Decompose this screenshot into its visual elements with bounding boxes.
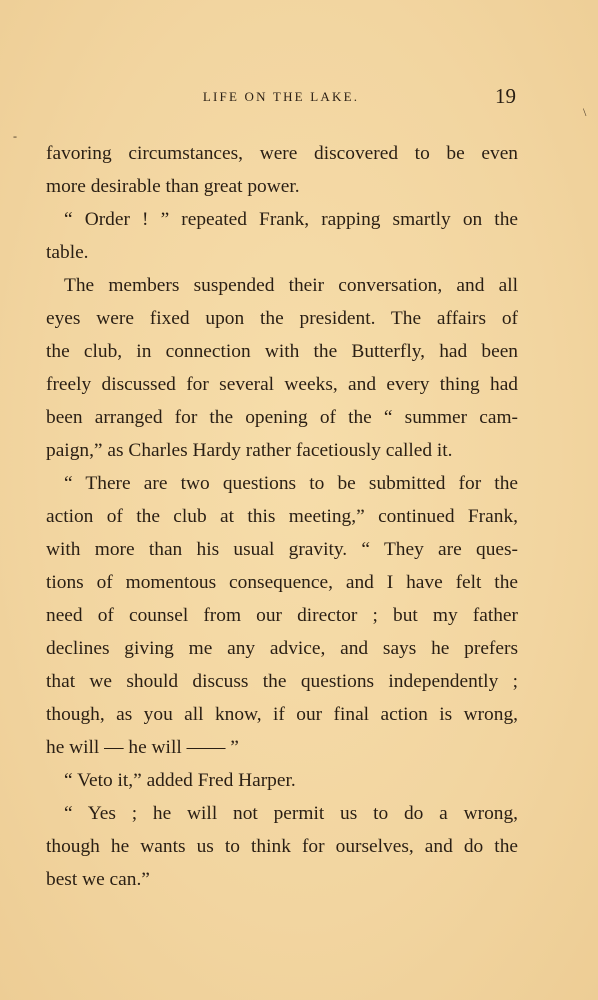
text-line: more desirable than great power. <box>46 176 300 197</box>
text-line: “ Yes ; he will not permit us to do a wrong, <box>64 803 518 824</box>
text-line: with more than his usual gravity. “ They are ques- <box>46 539 518 560</box>
text-line: declines giving me any advice, and says he prefers <box>46 638 518 659</box>
text-line: action of the club at this meeting,” continued Frank, <box>46 506 518 527</box>
text-line: “ There are two questions to be submitted for the <box>64 473 518 494</box>
text-line: freely discussed for several weeks, and every thing had <box>46 374 518 395</box>
margin-tick-mark: \ <box>583 105 587 119</box>
text-line: that we should discuss the questions independently ; <box>46 671 518 692</box>
text-line: he will — he will —— ” <box>46 737 239 758</box>
margin-dash-mark: - <box>13 129 17 143</box>
text-line: best we can.” <box>46 869 150 890</box>
text-line: paign,” as Charles Hardy rather facetiously called it. <box>46 440 453 461</box>
text-line: “ Order ! ” repeated Frank, rapping smartly on the <box>64 209 518 230</box>
text-line: tions of momentous consequence, and I have felt the <box>46 572 518 593</box>
text-line: eyes were fixed upon the president. The affairs of <box>46 308 518 329</box>
text-line: “ Veto it,” added Fred Harper. <box>64 770 296 791</box>
text-line: need of counsel from our director ; but my father <box>46 605 518 626</box>
text-line: been arranged for the opening of the “ summer cam- <box>46 407 518 428</box>
running-title: LIFE ON THE LAKE. <box>202 89 360 104</box>
page-number: 19 <box>495 84 516 108</box>
text-line: though, as you all know, if our final action is wrong, <box>46 704 518 725</box>
body-text <box>46 137 518 896</box>
text-line: table. <box>46 242 89 263</box>
text-line: favoring circumstances, were discovered to be even <box>46 143 518 164</box>
text-line: the club, in connection with the Butterfly, had been <box>46 341 518 362</box>
text-line: The members suspended their conversation, and all <box>64 275 518 296</box>
page-header <box>46 86 516 110</box>
text-line: though he wants us to think for ourselves, and do the <box>46 836 518 857</box>
